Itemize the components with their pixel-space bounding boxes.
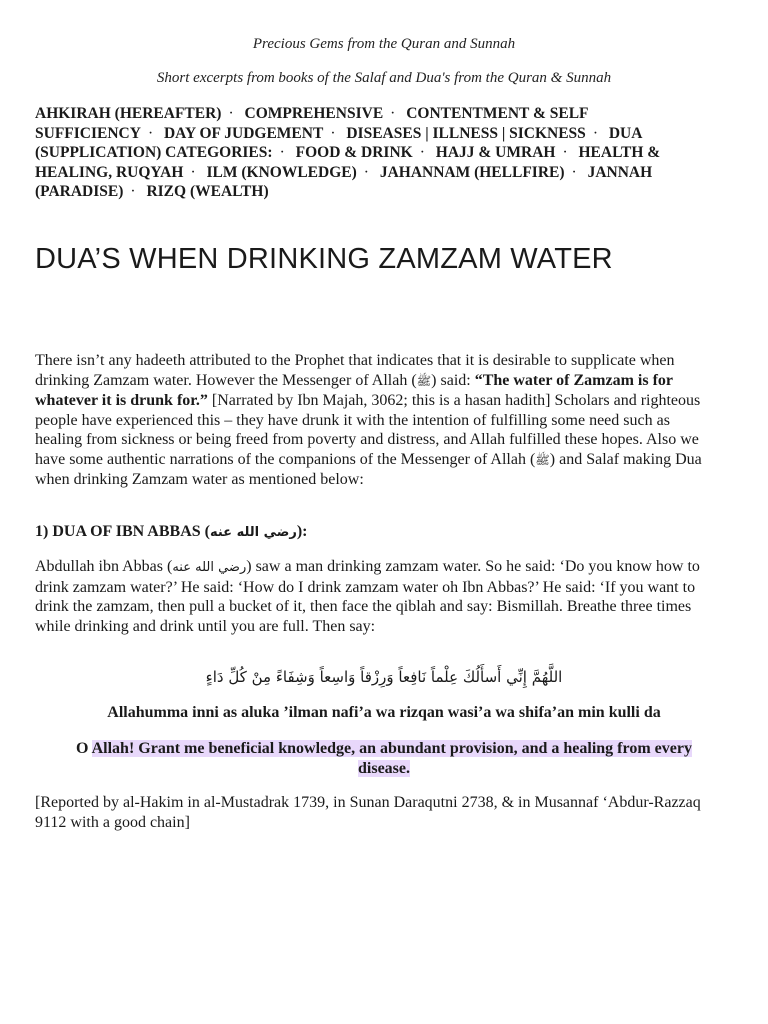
- ibn-abbas-narration: Abdullah ibn Abbas (رضي الله عنه) saw a man drinking zamzam water. So he said: ‘Do you know how to drink zamzam water?’ He said: ‘How do I drink zamzam water oh Ibn Abbas?’ He said: ‘If you want to drink the zamzam, then pull a bucket of it, then face the qiblah and say: Bismillah. Breathe three times while drinking and drink until you are full. Then say:: [35, 558, 700, 635]
- category-separator: ·: [228, 105, 234, 122]
- site-tagline: Precious Gems from the Quran and Sunnah: [252, 36, 516, 52]
- category-link[interactable]: HAJJ & UMRAH: [435, 144, 556, 161]
- site-subtagline: Short excerpts from books of the Salaf and Dua's from the Quran & Sunnah: [156, 70, 612, 86]
- category-link[interactable]: AHKIRAH (HEREAFTER): [35, 105, 222, 122]
- category-link[interactable]: CONTENTMENT & SELF SUFFICIENCY: [35, 105, 588, 142]
- pbuh-glyph: ﷺ: [416, 373, 432, 388]
- category-separator: ·: [190, 163, 196, 181]
- category-link[interactable]: DUA (SUPPLICATION) CATEGORIES:: [35, 124, 642, 161]
- category-separator: ·: [130, 183, 136, 200]
- category-links: [35, 104, 675, 202]
- category-separator: ·: [330, 124, 336, 142]
- category-separator: ·: [390, 105, 396, 122]
- pbuh-glyph: ﷺ: [535, 452, 550, 467]
- dua-transliteration: Allahumma inni as aluka ’ilman nafi’a wa rizqan wasi’a wa shifa’an min kulli da: [107, 704, 661, 721]
- category-link[interactable]: DISEASES | ILLNESS | SICKNESS: [346, 124, 586, 142]
- category-separator: ·: [419, 144, 425, 161]
- section-heading-ibn-abbas: 1) DUA OF IBN ABBAS (رضي الله عنه):: [35, 523, 308, 540]
- dua-arabic-text: اللَّهُمَّ إِنِّي أَسأَلُكَ عِلْماً نَافِعاً وَرِزْقاً وَاسِعاً وَشِفَاءً مِنْ كُلِّ دَاءٍ: [205, 668, 563, 686]
- category-link[interactable]: HEALTH & HEALING, RUQYAH: [35, 144, 661, 181]
- category-link[interactable]: JANNAH (PARADISE): [35, 163, 653, 200]
- hadith-reference: [Reported by al-Hakim in al-Mustadrak 1739, in Sunan Daraqutni 2738, & in Musannaf ‘Abdur-Razzaq 9112 with a good chain]: [35, 794, 701, 831]
- article-title: DUA’S WHEN DRINKING ZAMZAM WATER: [35, 243, 613, 275]
- category-link[interactable]: DAY OF JUDGEMENT: [163, 124, 324, 142]
- category-separator: ·: [363, 163, 369, 181]
- category-separator: ·: [562, 144, 568, 161]
- category-separator: ·: [571, 163, 577, 181]
- category-separator: ·: [147, 124, 154, 142]
- zamzam-hadith-quote: “The water of Zamzam is for whatever it is drunk for.”: [35, 371, 673, 409]
- dua-translation: O Allah! Grant me beneficial knowledge, an abundant provision, and a healing from every disease.: [76, 740, 692, 777]
- highlighted-translation: Allah! Grant me beneficial knowledge, an abundant provision, and a healing from every disease.: [91, 740, 692, 777]
- category-link[interactable]: COMPREHENSIVE: [244, 105, 384, 122]
- category-separator: ·: [592, 124, 598, 142]
- category-link[interactable]: JAHANNAM (HELLFIRE): [379, 163, 565, 181]
- intro-paragraph: There isn’t any hadeeth attributed to the Prophet that indicates that it is desirable to supplicate when drinking Zamzam water. However the Messenger of Allah (ﷺ) said: “The water of Zamzam is for whatever it is drunk for.” [Narrated by Ibn Majah, 3062; this is a hasan hadith] Scholars and righteous people have experienced this – they have drunk it with the intention of fulfilling some need such as healing from sickness or being freed from poverty and distress, and Allah fulfilled these hopes. Also we have some authentic narrations of the companions of the Messenger of Allah (ﷺ) and Salaf making Dua when drinking Zamzam water as mentioned below:: [35, 352, 702, 488]
- category-separator: ·: [279, 144, 285, 161]
- category-link[interactable]: ILM (KNOWLEDGE): [206, 163, 357, 181]
- category-link[interactable]: FOOD & DRINK: [295, 144, 413, 161]
- category-link[interactable]: RIZQ (WEALTH): [146, 183, 269, 200]
